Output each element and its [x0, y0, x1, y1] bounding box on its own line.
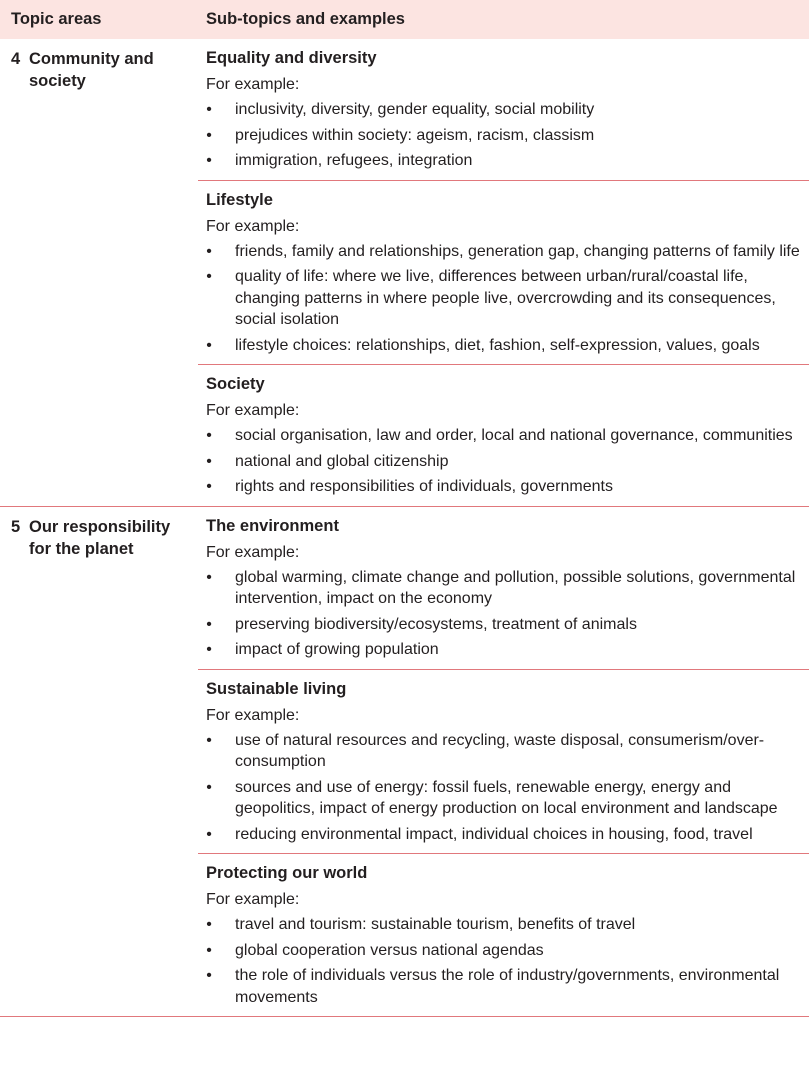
- subtopic-title: Equality and diversity: [206, 49, 377, 67]
- subtopic-title: Society: [206, 375, 265, 393]
- list-item-text: global cooperation versus national agendas: [235, 941, 544, 959]
- list-item-text: national and global citizenship: [235, 452, 449, 470]
- bullet-icon: •: [206, 101, 212, 118]
- list-item-text: immigration, refugees, integration: [235, 152, 473, 169]
- bullet-icon: •: [206, 825, 212, 843]
- list-item-text: social organisation, law and order, local and national governance, communities: [235, 427, 793, 444]
- subtopic-intro: For example:: [206, 217, 300, 235]
- example-list: [198, 425, 809, 498]
- list-item-text: reducing environmental impact, individual choices in housing, food, travel: [235, 825, 753, 843]
- subtopic-block: [198, 854, 809, 1016]
- subtopic-intro: For example:: [206, 76, 300, 93]
- list-item: [198, 241, 809, 263]
- subtopic-title: Lifestyle: [206, 190, 273, 209]
- bullet-icon: •: [206, 126, 212, 144]
- topic-area-row: [0, 507, 809, 1018]
- topic-area-title: Community and society: [29, 50, 154, 90]
- bullet-icon: •: [206, 478, 212, 495]
- bullet-icon: •: [206, 452, 212, 470]
- list-item-text: use of natural resources and recycling, waste disposal, consumerism/over-consumption: [235, 731, 765, 770]
- list-item-text: preserving biodiversity/ecosystems, treatment of animals: [235, 615, 637, 633]
- subtopic-block: [198, 507, 809, 670]
- example-list: [198, 730, 809, 846]
- bullet-icon: •: [206, 615, 212, 633]
- subtopic-title: Protecting our world: [206, 864, 368, 882]
- topic-area-heading: [0, 39, 195, 506]
- bullet-icon: •: [206, 967, 212, 984]
- topic-area-number: 4: [11, 50, 21, 68]
- subtopic-intro: For example:: [206, 706, 300, 724]
- list-item: [198, 266, 809, 331]
- list-item-text: inclusivity, diversity, gender equality, social mobility: [235, 101, 595, 118]
- list-item: [198, 730, 809, 773]
- list-item-text: impact of growing population: [235, 641, 439, 658]
- list-item: [198, 614, 809, 636]
- table-header: [0, 0, 809, 39]
- list-item-text: lifestyle choices: relationships, diet, fashion, self-expression, values, goals: [235, 336, 760, 354]
- subtopic-intro: For example:: [206, 402, 300, 419]
- list-item: [198, 824, 809, 846]
- list-item: [198, 425, 809, 447]
- bullet-icon: •: [206, 152, 212, 169]
- list-item-text: prejudices within society: ageism, racism, classism: [235, 126, 595, 144]
- list-item: [198, 639, 809, 661]
- list-item: [198, 335, 809, 357]
- header-sub-topics: Sub-topics and examples: [206, 10, 405, 28]
- list-item-text: rights and responsibilities of individuals, governments: [235, 478, 613, 495]
- list-item-text: the role of individuals versus the role of industry/governments, environmental movements: [235, 967, 780, 1006]
- bullet-icon: •: [206, 916, 212, 933]
- header-topic-areas: Topic areas: [11, 10, 102, 28]
- bullet-icon: •: [206, 268, 212, 285]
- topic-area-row: [0, 39, 809, 507]
- list-item: [198, 965, 809, 1008]
- list-item-text: friends, family and relationships, generation gap, changing patterns of family life: [235, 242, 800, 260]
- subtopic-title: Sustainable living: [206, 679, 347, 698]
- topic-areas-body: [0, 39, 809, 1017]
- list-item: [198, 940, 809, 962]
- subtopic-block: [198, 39, 809, 181]
- subtopic-intro: For example:: [206, 543, 300, 561]
- subtopic-list: [198, 39, 809, 506]
- subtopic-block: [198, 365, 809, 506]
- subtopic-intro: For example:: [206, 891, 300, 908]
- bullet-icon: •: [206, 731, 212, 749]
- bullet-icon: •: [206, 242, 212, 260]
- list-item-text: global warming, climate change and pollution, possible solutions, governmental intervention, impact on the economy: [235, 568, 796, 607]
- bullet-icon: •: [206, 336, 212, 354]
- bullet-icon: •: [206, 568, 212, 586]
- list-item: [198, 476, 809, 498]
- bullet-icon: •: [206, 641, 212, 658]
- subtopic-block: [198, 670, 809, 855]
- list-item-text: sources and use of energy: fossil fuels, renewable energy, energy and geopolitics, impact of energy production on local environment and landscape: [235, 778, 778, 817]
- list-item: [198, 567, 809, 610]
- example-list: [198, 567, 809, 661]
- list-item: [198, 99, 809, 121]
- list-item: [198, 150, 809, 172]
- list-item: [198, 451, 809, 473]
- topic-area-number: 5: [11, 517, 21, 536]
- example-list: [198, 99, 809, 172]
- list-item-text: travel and tourism: sustainable tourism, benefits of travel: [235, 916, 636, 933]
- list-item-text: quality of life: where we live, differences between urban/rural/coastal life, changing patterns in where people live, overcrowding and its consequences, social isolation: [235, 268, 776, 328]
- topic-area-title: Our responsibility for the planet: [29, 517, 171, 558]
- example-list: [198, 914, 809, 1008]
- subtopic-title: The environment: [206, 516, 339, 535]
- subtopic-block: [198, 181, 809, 366]
- list-item: [198, 777, 809, 820]
- bullet-icon: •: [206, 427, 212, 444]
- example-list: [198, 241, 809, 357]
- subtopic-list: [198, 507, 809, 1017]
- bullet-icon: •: [206, 778, 212, 796]
- list-item: [198, 125, 809, 147]
- list-item: [198, 914, 809, 936]
- bullet-icon: •: [206, 941, 212, 959]
- topic-area-heading: [0, 507, 195, 1017]
